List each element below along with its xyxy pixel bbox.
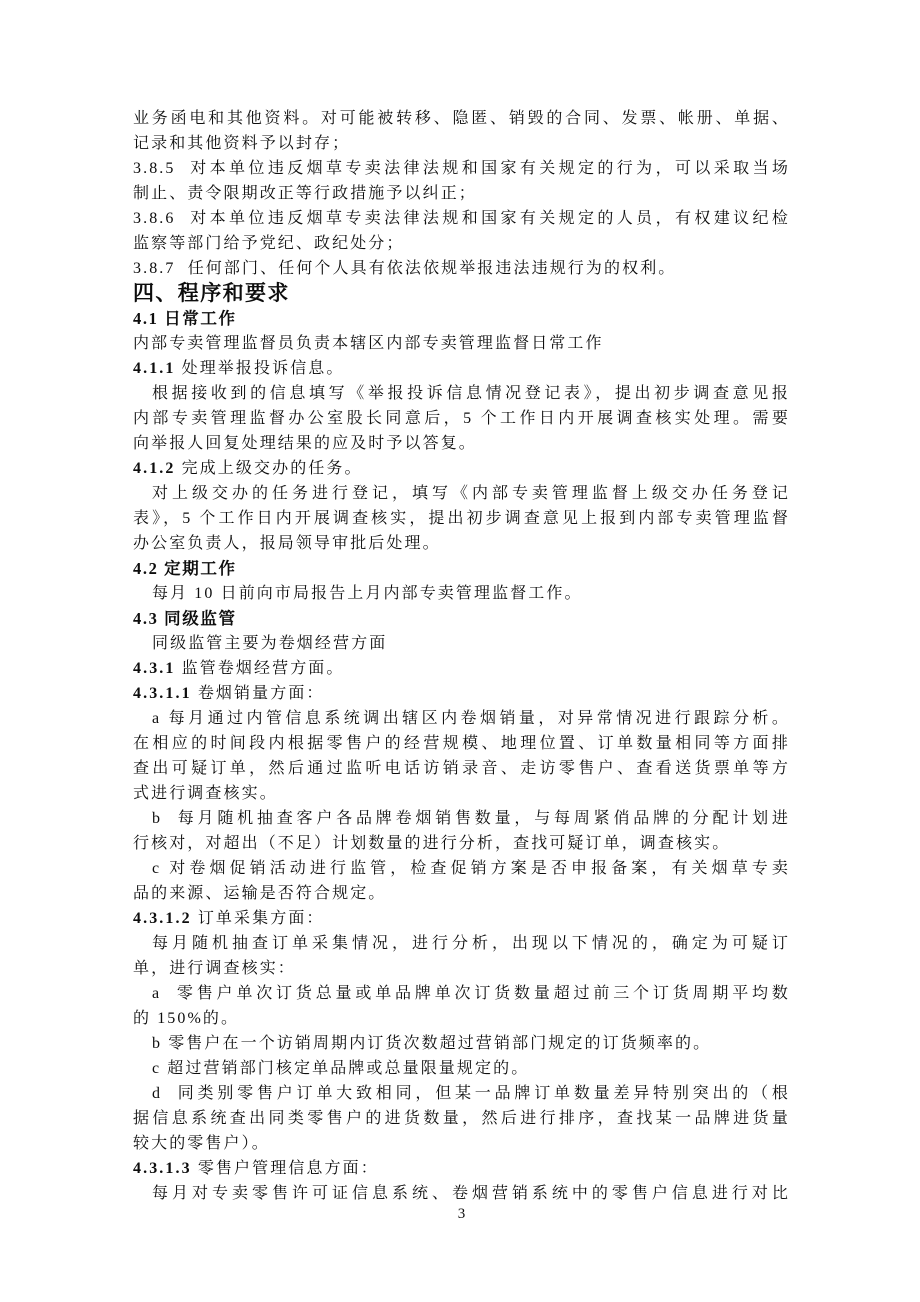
text-line: 3.8.7 任何部门、任何个人具有依法依规举报违法违规行为的权利。 <box>133 260 677 277</box>
text-line: 据信息系统查出同类零售户的进货数量，然后进行排序，查找某一品牌进货量 <box>133 1110 790 1127</box>
section-number: 4.3.1.1 <box>133 685 198 702</box>
text-line: 同级监管主要为卷烟经营方面 <box>152 635 388 652</box>
text-line: b 每月随机抽查客户各品牌卷烟销售数量，与每周紧俏品牌的分配计划进 <box>152 810 790 827</box>
text-line: 对上级交办的任务进行登记，填写《内部专卖管理监督上级交办任务登记 <box>152 485 790 502</box>
text-line: 内部专卖管理监督办公室股长同意后，5 个工作日内开展调查核实处理。需要 <box>133 410 790 427</box>
section-number: 4.1.2 <box>133 460 182 477</box>
text-line: 根据接收到的信息填写《举报投诉信息情况登记表》，提出初步调查意见报 <box>152 385 790 402</box>
text-line: 品的来源、运输是否符合规定。 <box>133 885 387 902</box>
text-line: 每月对专卖零售许可证信息系统、卷烟营销系统中的零售户信息进行对比 <box>152 1185 790 1202</box>
text-line: 4.1.2 完成上级交办的任务。 <box>133 460 363 477</box>
text-line: 办公室负责人，报局领导审批后处理。 <box>133 535 441 552</box>
text-line: 表》，5 个工作日内开展调查核实，提出初步调查意见上报到内部专卖管理监督 <box>133 510 790 527</box>
text-line: 式进行调查核实。 <box>133 785 278 802</box>
text-line: 4.3.1.3 零售户管理信息方面： <box>133 1160 379 1177</box>
text-line: 业务函电和其他资料。对可能被转移、隐匿、销毁的合同、发票、帐册、单据、 <box>133 110 790 127</box>
subsection-heading: 4.1 日常工作 <box>133 309 237 328</box>
text-line: 4.3.1 监管卷烟经营方面。 <box>133 660 345 677</box>
text-line: 单，进行调查核实： <box>133 960 296 977</box>
section-number: 4.3.1.3 <box>133 1160 198 1177</box>
text-line: 的 150%的。 <box>133 1010 240 1027</box>
text-line: c 超过营销部门核定单品牌或总量限量规定的。 <box>152 1060 530 1077</box>
text-line: c 对卷烟促销活动进行监管，检查促销方案是否申报备案，有关烟草专卖 <box>152 860 790 877</box>
section-number: 4.3.1.2 <box>133 910 198 927</box>
text-line: 制止、责令限期改正等行政措施予以纠正； <box>133 185 477 202</box>
text-column <box>133 106 790 1206</box>
text-line: 较大的零售户）。 <box>133 1135 270 1152</box>
page-number: 3 <box>457 1206 466 1222</box>
text-line: 内部专卖管理监督员负责本辖区内部专卖管理监督日常工作 <box>133 335 604 352</box>
text-line: 3.8.6 对本单位违反烟草专卖法律法规和国家有关规定的人员，有权建议纪检 <box>133 210 790 227</box>
text-line: 每月随机抽查订单采集情况，进行分析，出现以下情况的，确定为可疑订 <box>152 935 790 952</box>
text-line: 监察等部门给予党纪、政纪处分； <box>133 235 405 252</box>
text-line: 查出可疑订单，然后通过监听电话访销录音、走访零售户、查看送货票单等方 <box>133 760 790 777</box>
section-number: 4.3.1 <box>133 660 182 677</box>
text-line: 3.8.5 对本单位违反烟草专卖法律法规和国家有关规定的行为，可以采取当场 <box>133 160 790 177</box>
text-line: b 零售户在一个访销周期内订货次数超过营销部门规定的订货频率的。 <box>152 1035 712 1052</box>
text-line: d 同类别零售户订单大致相同，但某一品牌订单数量差异特别突出的（根 <box>152 1085 790 1102</box>
subsection-heading: 4.3 同级监管 <box>133 609 237 628</box>
text-line: a 每月通过内管信息系统调出辖区内卷烟销量，对异常情况进行跟踪分析。 <box>152 710 790 727</box>
text-line: a 零售户单次订货总量或单品牌单次订货数量超过前三个订货周期平均数 <box>152 985 790 1002</box>
text-line: 在相应的时间段内根据零售户的经营规模、地理位置、订单数量相同等方面排 <box>133 735 790 752</box>
text-line: 向举报人回复处理结果的应及时予以答复。 <box>133 435 477 452</box>
text-line: 每月 10 日前向市局报告上月内部专卖管理监督工作。 <box>152 585 583 602</box>
text-line: 4.1.1 处理举报投诉信息。 <box>133 360 345 377</box>
text-line: 4.3.1.1 卷烟销量方面： <box>133 685 325 702</box>
text-line: 行核对，对超出（不足）计划数量的进行分析，查找可疑订单，调查核实。 <box>133 835 731 852</box>
text-line: 记录和其他资料予以封存； <box>133 135 351 152</box>
text-line: 4.3.1.2 订单采集方面： <box>133 910 325 927</box>
section-number: 4.1.1 <box>133 360 182 377</box>
subsection-heading: 4.2 定期工作 <box>133 559 237 578</box>
section-heading: 四、程序和要求 <box>133 282 290 305</box>
